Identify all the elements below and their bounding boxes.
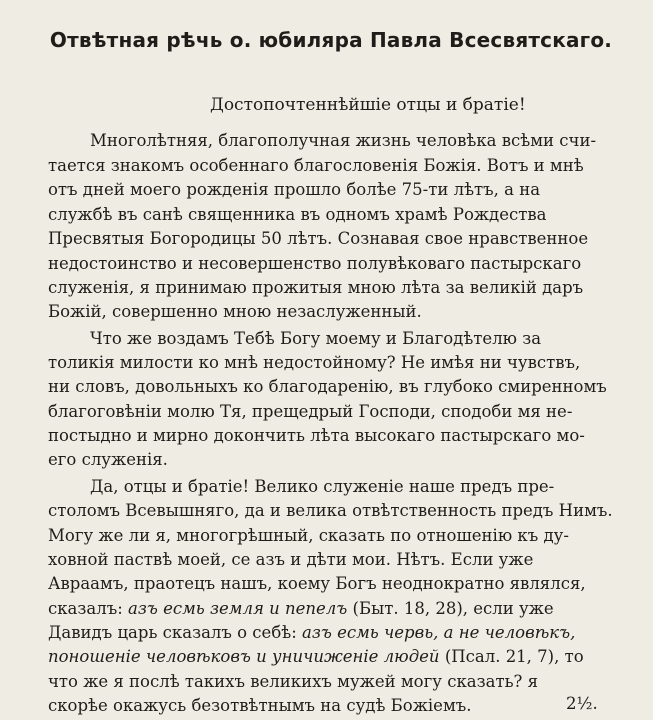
text-line: отъ дней моего рожденія прошло болѣе 75-ти лѣтъ, а на bbox=[48, 180, 541, 199]
text-line: столомъ Всевышняго, да и велика отвѣтственность предъ Нимъ. bbox=[48, 501, 613, 520]
quote-text: азъ есмь червь, а не человѣкъ, bbox=[302, 623, 576, 642]
speech-title: Отвѣтная рѣчь о. юбиляра Павла Всесвятскаго. bbox=[49, 28, 613, 52]
text-line: недостоинство и несовершенство полувѣковаго пастырскаго bbox=[48, 254, 582, 273]
text-line: Пресвятыя Богородицы 50 лѣтъ. Сознавая свое нравственное bbox=[48, 229, 589, 248]
salutation: Достопочтеннѣйшіе отцы и братіе! bbox=[210, 95, 526, 115]
text-line: Могу же ли я, многогрѣшный, сказать по отношенію къ ду- bbox=[48, 526, 569, 545]
text-line: скорѣе окажусь безотвѣтнымъ на судѣ Божіемъ. bbox=[48, 696, 472, 715]
text-line: постыдно и мирно докончить лѣта высокаго пастырскаго мо- bbox=[48, 426, 585, 445]
text-line: сказалъ: азъ есмь земля и пепелъ (Быт. 18, 28), если уже bbox=[48, 599, 554, 618]
text-line: службѣ въ санѣ священника въ одномъ храмѣ Рождества bbox=[48, 205, 547, 224]
text-line: ни словъ, довольныхъ ко благодаренію, въ глубоко смиренномъ bbox=[48, 377, 607, 396]
text-line: Авраамъ, праотецъ нашъ, коему Богъ неоднократно являлся, bbox=[48, 574, 586, 593]
text-line: Многолѣтняя, благополучная жизнь человѣка всѣми счи- bbox=[90, 131, 597, 150]
text-line: поношеніе человѣковъ и уничиженіе людей (Псал. 21, 7), то bbox=[48, 647, 584, 666]
text-line: Да, отцы и братіе! Велико служеніе наше предъ пре- bbox=[90, 477, 555, 496]
text-line: Давидъ царь сказалъ о себѣ: азъ есмь червь, а не человѣкъ, bbox=[48, 623, 576, 642]
quote-text: поношеніе человѣковъ и уничиженіе людей bbox=[48, 647, 440, 666]
text-line: служенія, я принимаю прожитыя мною лѣта за великій даръ bbox=[48, 278, 584, 297]
text-line: Что же воздамъ Тебѣ Богу моему и Благодѣтелю за bbox=[90, 329, 542, 348]
text-line: толикія милости ко мнѣ недостойному? Не имѣя ни чувствъ, bbox=[48, 353, 581, 372]
quote-text: азъ есмь земля и пепелъ bbox=[128, 599, 348, 618]
text-line: ховной паствѣ моей, се азъ и дѣти мои. Нѣтъ. Если уже bbox=[48, 550, 534, 569]
text-line: Божій, совершенно мною незаслуженный. bbox=[48, 302, 422, 321]
text-line: благоговѣніи молю Тя, прещедрый Господи, сподоби мя не- bbox=[48, 402, 573, 421]
signature-mark: 2½. bbox=[566, 694, 598, 713]
text-line: тается знакомъ особеннаго благословенія Божія. Вотъ и мнѣ bbox=[48, 156, 584, 175]
text-line: его служенія. bbox=[48, 450, 168, 469]
text-line: что же я послѣ такихъ великихъ мужей могу сказать? я bbox=[48, 672, 539, 691]
